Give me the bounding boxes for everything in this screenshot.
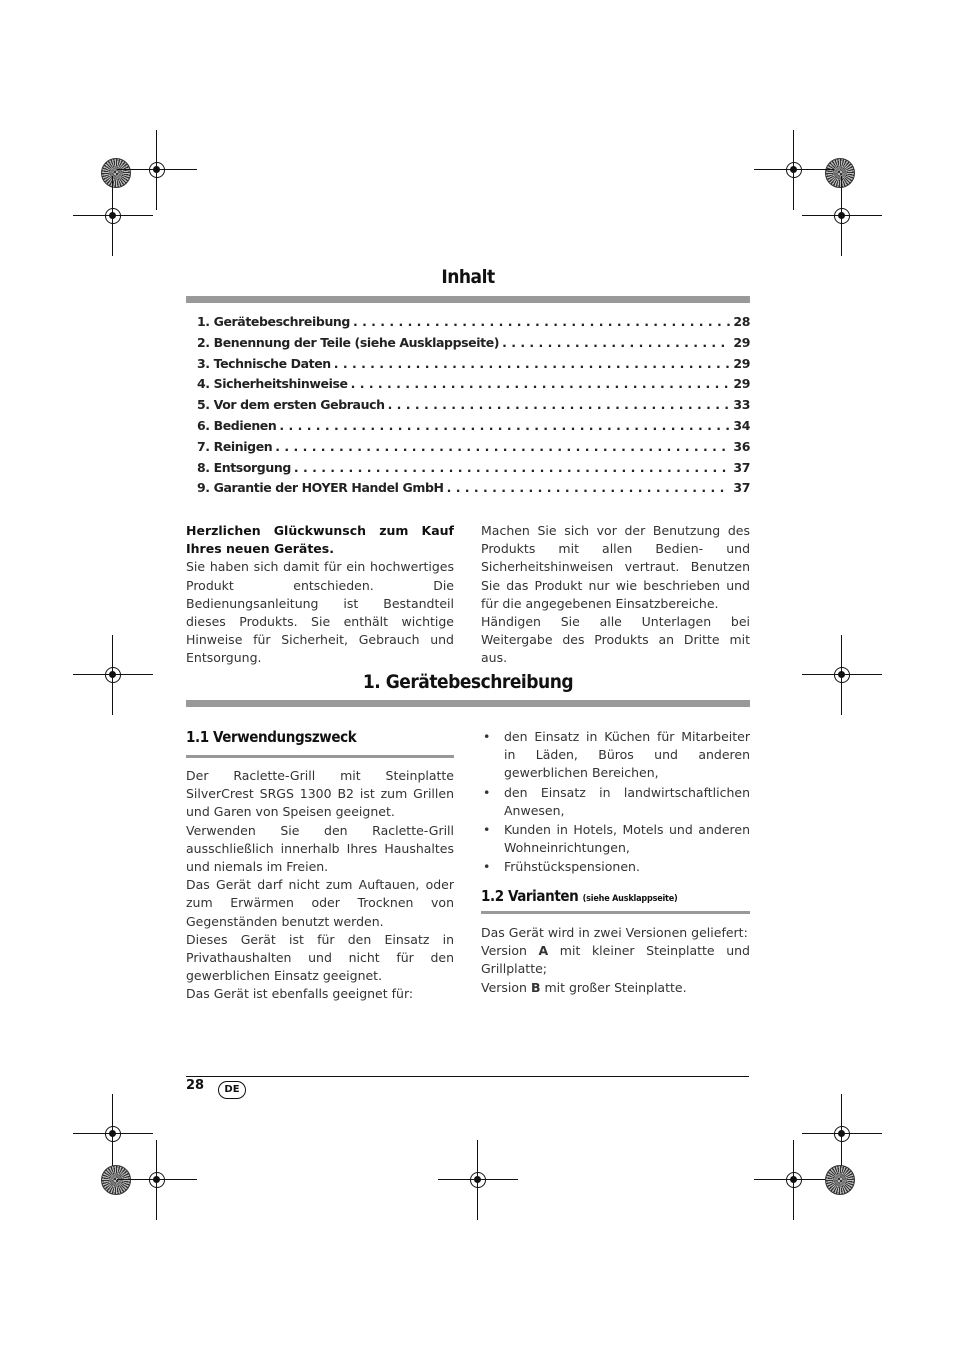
usage-bullet-list [481, 728, 750, 878]
list-item: • Kunden in Hotels, Motels und anderen Wohneinrichtungen, [481, 821, 750, 857]
section-title: 1. Gerätebeschreibung [362, 671, 574, 693]
toc-entry-page: 29 [733, 334, 750, 350]
color-target-icon [825, 1165, 855, 1195]
toc-entry-label: 1. Gerätebeschreibung [197, 314, 350, 329]
intro-left-text: Sie haben sich damit für ein hochwertiges Produkt entschieden. Die Bedienungsanleitung ist Bestandteil dieses Produkts. Sie enthält wichtige Hinweise für Sicherheit, Gebrauch und Entsorgung. [186, 559, 454, 666]
color-target-icon [101, 1165, 131, 1195]
registration-mark-icon [101, 204, 125, 228]
variants-text [481, 924, 750, 997]
variant-a [481, 942, 750, 978]
toc-entry-label: 4. Sicherheitshinweise [197, 376, 348, 392]
toc-entry-label: 6. Bedienen [197, 417, 277, 433]
toc-leader-dots [334, 356, 731, 371]
registration-mark-icon [782, 158, 806, 182]
variant-b-letter: B [530, 979, 541, 995]
toc-entry-page: 29 [733, 355, 750, 371]
subsection-title: 1.1 Verwendungszweck [186, 728, 357, 746]
toc-leader-dots [279, 418, 730, 433]
registration-mark-icon [145, 158, 169, 182]
registration-mark-icon [145, 1168, 169, 1192]
toc-entry-page: 33 [733, 397, 750, 413]
toc-entry-page: 29 [733, 376, 750, 392]
toc-entry[interactable] [197, 480, 750, 501]
toc-leader-dots [502, 335, 730, 350]
toc-title: Inhalt [441, 266, 495, 288]
subsection-title [481, 887, 678, 905]
toc-leader-dots [294, 460, 730, 475]
toc-leader-dots [388, 397, 731, 412]
subsection-title-bar [186, 755, 454, 758]
list-item: • den Einsatz in landwirtschaftlichen Anwesen, [481, 784, 750, 820]
variants-intro: Das Gerät wird in zwei Versionen geliefert: [481, 925, 748, 940]
variant-b-prefix: Version [481, 979, 531, 995]
toc-entry[interactable] [197, 376, 750, 397]
toc-entry[interactable] [197, 314, 750, 335]
toc-title-bar [186, 296, 750, 303]
toc-entry-label: 5. Vor dem ersten Gebrauch [197, 397, 385, 413]
toc-entry-label: 9. Garantie der HOYER Handel GmbH [197, 480, 444, 496]
toc-entry-label: 3. Technische Daten [197, 355, 331, 371]
subsection-title-bar [481, 911, 750, 914]
toc-entry[interactable] [197, 439, 750, 460]
toc-leader-dots [275, 439, 730, 454]
usage-paragraph: Dieses Gerät ist für den Einsatz in Privathaushalten und nicht für den gewerblichen Einsatz geeignet. [186, 931, 454, 984]
intro-right-paragraph: Machen Sie sich vor der Benutzung des Produkts mit allen Bedien- und Sicherheitshinweisen vertraut. Benutzen Sie das Produkt nur wie beschrieben und für die angegebenen Einsatzbereiche. [481, 523, 750, 611]
usage-text [186, 767, 454, 1004]
list-item: • den Einsatz in Küchen für Mitarbeiter in Läden, Büros und anderen gewerblichen Bereichen, [481, 728, 750, 783]
toc-entry-page: 34 [733, 417, 750, 433]
usage-paragraph: Das Gerät darf nicht zum Auftauen, oder zum Erwärmen oder Trocknen von Gegenständen benutzt werden. [186, 877, 454, 929]
intro-left-column [186, 522, 454, 668]
toc-entry-page: 37 [733, 480, 750, 496]
toc-entry-label: 2. Benennung der Teile (siehe Ausklappseite) [197, 334, 500, 350]
variant-b [481, 979, 750, 997]
toc-entry-label: 8. Entsorgung [197, 459, 291, 475]
toc-entry-page: 28 [733, 314, 750, 329]
toc-leader-dots [447, 480, 731, 495]
toc-entry-page: 36 [733, 438, 750, 454]
variant-b-text: mit großer Steinplatte. [540, 979, 687, 995]
footer-rule [186, 1076, 749, 1077]
section-title-bar [186, 700, 750, 707]
intro-lead: Herzlichen Glückwunsch zum Kauf Ihres neuen Gerätes. [186, 523, 454, 557]
toc-entry[interactable] [197, 356, 750, 377]
subsection-title-note: (siehe Ausklappseite) [582, 894, 678, 904]
color-target-icon [101, 158, 131, 188]
language-badge: DE [218, 1081, 246, 1099]
intro-right-paragraph: Händigen Sie alle Unterlagen bei Weitergabe des Produkts an Dritte mit aus. [481, 614, 750, 666]
toc-entry[interactable] [197, 397, 750, 418]
usage-paragraph: Das Gerät ist ebenfalls geeignet für: [186, 986, 414, 1002]
toc-leader-dots [353, 314, 730, 329]
registration-mark-icon [830, 1122, 854, 1146]
toc-entry-page: 37 [733, 459, 750, 475]
subsection-title-text: 1.2 Varianten [481, 887, 579, 905]
table-of-contents [197, 314, 750, 501]
toc-entry-label: 7. Reinigen [197, 438, 273, 454]
toc-entry[interactable] [197, 335, 750, 356]
color-target-icon [825, 158, 855, 188]
intro-right-column [481, 522, 750, 668]
variant-a-text: mit kleiner Steinplatte und Grillplatte; [481, 943, 750, 977]
registration-mark-icon [782, 1168, 806, 1192]
registration-mark-icon [101, 663, 125, 687]
registration-mark-icon [466, 1168, 490, 1192]
variant-a-prefix: Version [481, 943, 539, 959]
toc-entry[interactable] [197, 418, 750, 439]
variant-a-letter: A [538, 943, 549, 959]
registration-mark-icon [101, 1122, 125, 1146]
usage-paragraph: Der Raclette-Grill mit Steinplatte SilverCrest SRGS 1300 B2 ist zum Grillen und Garen von Speisen geeignet. [186, 768, 454, 820]
registration-mark-icon [830, 204, 854, 228]
page-number: 28 [186, 1078, 205, 1093]
registration-mark-icon [830, 663, 854, 687]
toc-leader-dots [351, 376, 731, 391]
usage-paragraph: Verwenden Sie den Raclette-Grill ausschließlich innerhalb Ihres Haushaltes und niemals im Freien. [186, 822, 454, 875]
toc-entry[interactable] [197, 460, 750, 481]
list-item: • Frühstückspensionen. [481, 858, 750, 876]
